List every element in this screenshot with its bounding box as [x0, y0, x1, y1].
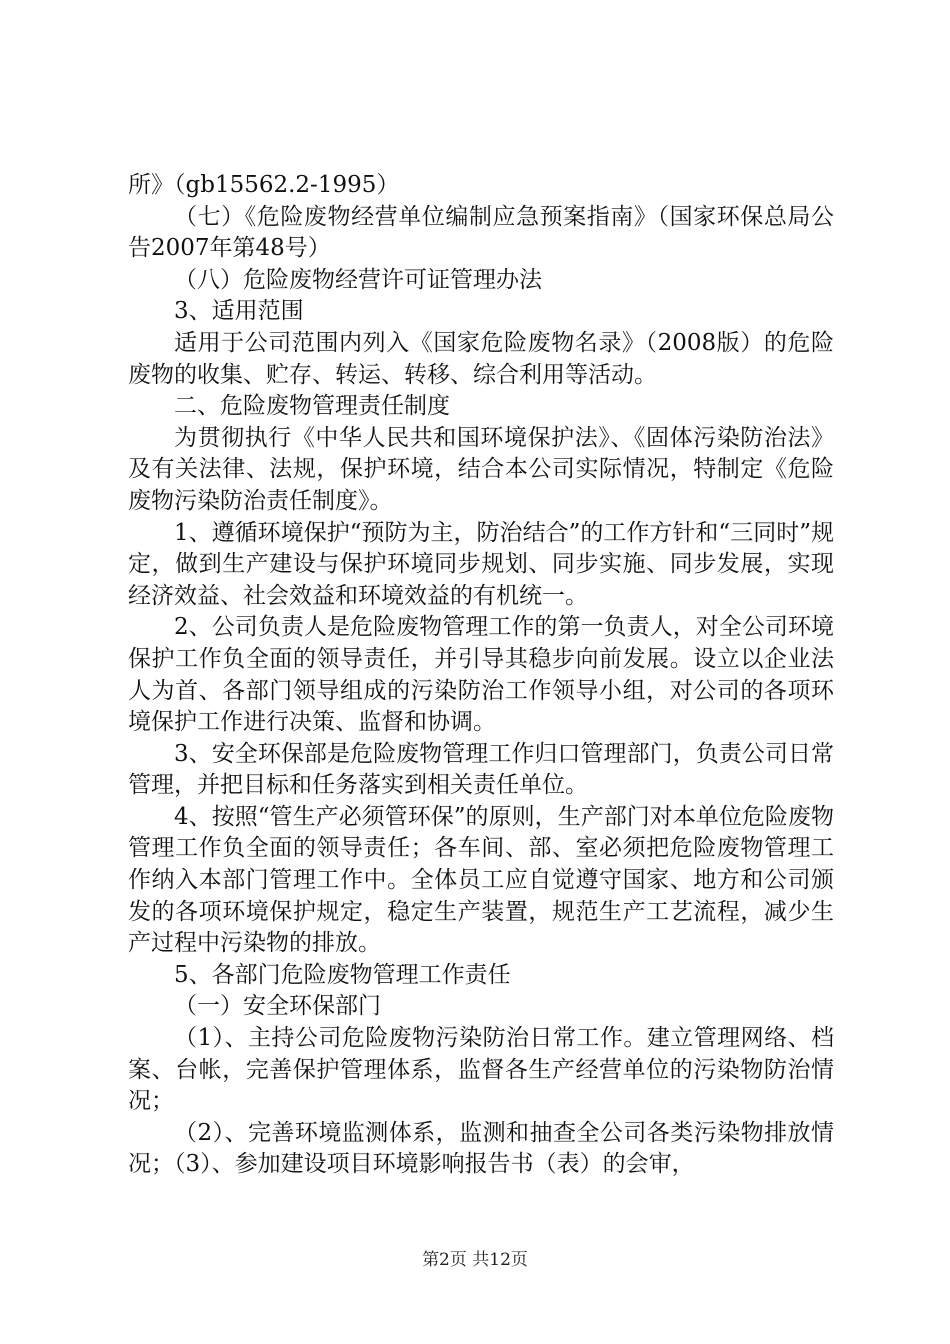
paragraph-continuation: 所》（gb15562.2-1995）: [128, 172, 400, 198]
paragraph-reference-7: （七）《危险废物经营单位编制应急预案指南》（国家环保总局公告2007年第48号）: [128, 203, 834, 262]
section-heading-responsibility: 二、危险废物管理责任制度: [174, 393, 450, 420]
paragraph-duty-1: （1）、主持公司危险废物污染防治日常工作。建立管理网络、档案、台帐，完善保护管理体系，监督各生产经营单位的污染物防治情况；: [128, 1025, 834, 1115]
paragraph-item-1: 1、遵循环境保护“预防为主，防治结合”的工作方针和“三同时”规定，做到生产建设与保护环境同步规划、同步实施、同步发展，实现经济效益、社会效益和环境效益的有机统一。: [128, 519, 834, 609]
paragraph-item-3: 3、安全环保部是危险废物管理工作归口管理部门，负责公司日常管理，并把目标和任务落实到相关责任单位。: [128, 740, 834, 799]
paragraph-scope: 适用于公司范围内列入《国家危险废物名录》（2008版）的危险废物的收集、贮存、转运、转移、综合利用等活动。: [128, 329, 834, 388]
section-heading-scope: 3、适用范围: [174, 298, 304, 325]
section-heading-departments: 5、各部门危险废物管理工作责任: [174, 961, 511, 988]
document-body: [128, 170, 834, 1181]
paragraph-item-2: 2、公司负责人是危险废物管理工作的第一负责人，对全公司环境保护工作负全面的领导责任，并引导其稳步向前发展。设立以企业法人为首、各部门领导组成的污染防治工作领导小组，对公司的各项环境保护工作进行决策、监督和协调。: [128, 614, 834, 736]
paragraph-duty-2-3: （2）、完善环境监测体系，监测和抽查全公司各类污染物排放情况；（3）、参加建设项目环境影响报告书（表）的会审，: [128, 1119, 834, 1178]
page-footer: [0, 1245, 950, 1270]
paragraph-intro: 为贯彻执行《中华人民共和国环境保护法》、《固体污染防治法》及有关法律、法规，保护环境，结合本公司实际情况，特制定《危险废物污染防治责任制度》。: [128, 424, 834, 514]
paragraph-reference-8: （八）危险废物经营许可证管理办法: [174, 266, 542, 293]
subheading-safety-dept: （一）安全环保部门: [174, 993, 381, 1020]
paragraph-item-4: 4、按照“管生产必须管环保”的原则，生产部门对本单位危险废物管理工作负全面的领导责任；各车间、部、室必须把危险废物管理工作纳入本部门管理工作中。全体员工应自觉遵守国家、地方和公司颁发的各项环境保护规定，稳定生产装置，规范生产工艺流程，减少生产过程中污染物的排放。: [128, 803, 834, 957]
page-indicator: 第2页 共12页: [422, 1250, 528, 1270]
